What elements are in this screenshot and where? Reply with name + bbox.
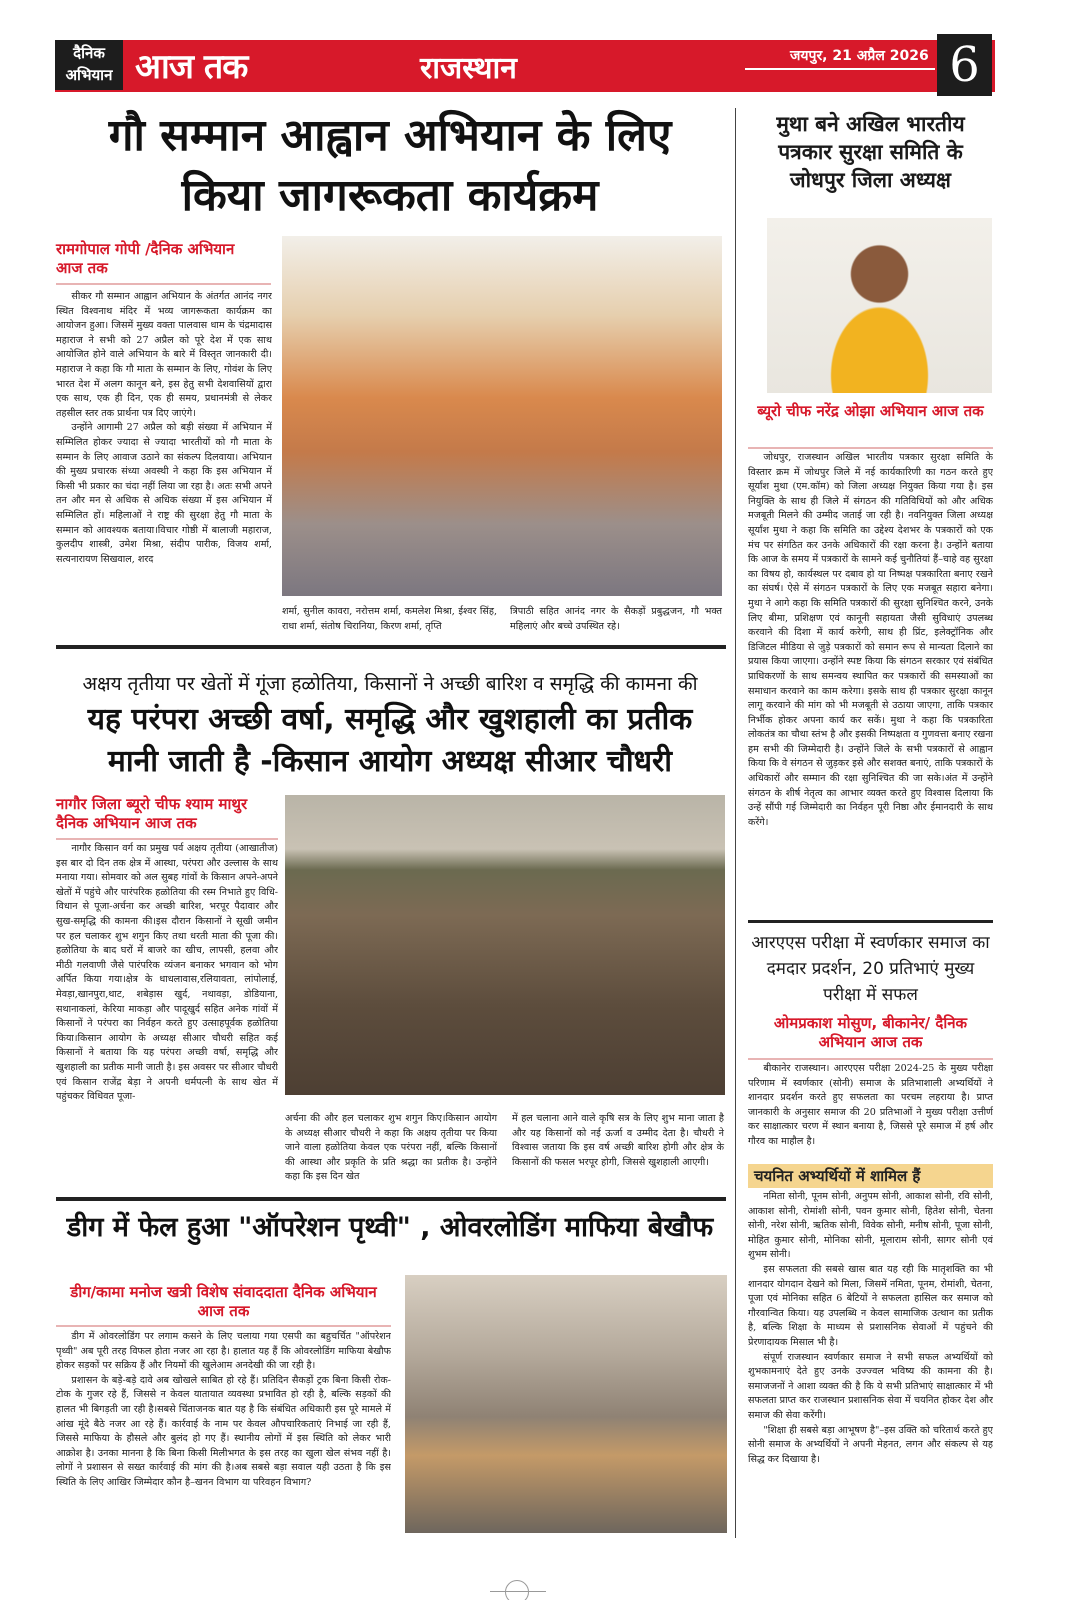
story5-names: नमिता सोनी, पूनम सोनी, अनुपम सोनी, आकाश सोनी, रवि सोनी, आकाश सोनी, रोमांशी सोनी, पवन कुमार सोनी, हितेश सोनी, चेतना सोनी, नरेश सोनी, ऋतिक सोनी, विवेक सोनी, मनीष सोनी, पूजा सोनी, मोहित कुमार सोनी, मोनिका सोनी, मूलाराम सोनी, सागर सोनी एवं शुभम सोनी। bbox=[748, 1191, 993, 1261]
story2-photo bbox=[285, 795, 725, 1095]
story1-cont-col3: त्रिपाठी सहित आनंद नगर के सैकड़ों प्रबुद्धजन, गौ भक्त महिलाएं और बच्चे उपस्थित रहे। bbox=[510, 606, 722, 632]
story1-para2: उन्होंने आगामी 27 अप्रैल को बड़ी संख्या में अभियान में सम्मिलित होकर ज्यादा से ज्यादा भारतीयों को गौ माता के सम्मान के लिए आवाज उठाने का संकल्प दिलवाया। अभियान की मुख्य प्रचारक संध्या अवस्थी ने कहा कि इस अभियान में किसी भी प्रकार का चंदा नहीं लिया जा रहा है। अतः सभी अपने तन और मन से अधिक से अधिक संख्या में इस अभियान में सम्मिलित हों। महिलाओं ने राष्ट्र की सुरक्षा हेतु गौ माता के सम्मान को आवश्यक बताया।विचार गोष्ठी में बालाजी महाराज, कुलदीप शास्त्री, उमेश मिश्रा, संदीप पारीक, विजय शर्मा, सत्यनारायण सिखवाल, शरद bbox=[56, 422, 272, 565]
story1-body bbox=[56, 290, 272, 640]
column-divider bbox=[735, 108, 736, 1538]
section-name: राजस्थान bbox=[420, 51, 517, 86]
story1-byline: रामगोपाल गोपी /दैनिक अभियान आज तक bbox=[56, 240, 235, 277]
story5-para3: संपूर्ण राजस्थान स्वर्णकार समाज ने सभी सफल अभ्यर्थियों को शुभकामनाएं देते हुए उनके उज्ज्वल भविष्य की कामना की है। समाजजनों ने आशा व्यक्त की है कि ये सभी प्रतिभाएं साक्षात्कार में भी सफलता प्राप्त कर राजस्थान प्रशासनिक सेवा में चयनित होकर देश और समाज की सेवा करेंगी। bbox=[748, 1351, 993, 1421]
story3-byline: डीग/कामा मनोज खत्री विशेष संवाददाता दैनिक अभियान आज तक bbox=[70, 1283, 377, 1320]
story3-photo bbox=[405, 1275, 727, 1533]
logo-small: दैनिक अभियान bbox=[55, 40, 123, 90]
logo-main: आज तक bbox=[135, 47, 248, 87]
story2-cont-col3: में हल चलाना आने वाले कृषि सत्र के लिए शुभ माना जाता है और यह किसानों को नई ऊर्जा व उम्मीद देता है। चौधरी ने विश्वास जताया कि इस वर्ष अच्छी बारिश होगी और क्षेत्र के किसानों की फसल भरपूर होगी, जिससे खुशहाली आएगी। bbox=[512, 1113, 724, 1168]
story1-headline-line1: गौ सम्मान आह्वान अभियान के लिए bbox=[108, 110, 672, 161]
byline-rule bbox=[56, 1325, 391, 1327]
story5-para2: इस सफलता की सबसे खास बात यह रही कि मातृशक्ति का भी शानदार योगदान देखने को मिला, जिसमें नमिता, पूनम, रोमांशी, चेतना, पूजा एवं मोनिका सहित 6 बेटियों ने सफलता हासिल कर समाज को गौरवान्वित किया। यह उपलब्धि न केवल सामाजिक उत्थान का प्रतीक है, बल्कि शिक्षा के माध्यम से प्रशासनिक सेवाओं में पहुंचने की प्रेरणादायक मिसाल भी है। bbox=[748, 1263, 993, 1348]
story4-para1: जोधपुर, राजस्थान अखिल भारतीय पत्रकार सुरक्षा समिति के विस्तार क्रम में जोधपुर जिले में नई कार्यकारिणी का गठन करते हुए सूर्यांश मुथा (एम.कॉम) को जिला अध्यक्ष नियुक्त किया गया है। इस नियुक्ति के साथ ही जिले में संगठन की गतिविधियों को और अधिक मजबूती मिलने की उम्मीद जताई जा रही है। नवनियुक्त जिला अध्यक्ष सूर्यांश मुथा ने कहा कि समिति का उद्देश्य देशभर के पत्रकारों को एक मंच पर संगठित कर उनके अधिकारों की रक्षा करना है। उन्होंने बताया कि आज के समय में पत्रकारों के सामने कई चुनौतियां हैं–चाहे वह सुरक्षा का विषय हो, कार्यस्थल पर दबाव हो या निष्पक्ष पत्रकारिता बनाए रखने का संघर्ष। ऐसे में संगठन पत्रकारों के लिए एक मजबूत सहारा बनेगा।मुथा ने आगे कहा कि समिति पत्रकारों की सुरक्षा सुनिश्चित करने, उनके लिए बीमा, प्रशिक्षण एवं कानूनी सहायता जैसी सुविधाएं उपलब्ध करवाने की दिशा में कार्य करेगी, साथ ही प्रिंट, इलेक्ट्रॉनिक और डिजिटल मीडिया से जुड़े पत्रकारों को समान रूप से मान्यता दिलाने का प्रयास किया जाएगा। उन्होंने स्पष्ट किया कि संगठन सरकार एवं संबंधित प्राधिकरणों के साथ समन्वय स्थापित कर पत्रकारों की समस्याओं का समाधान करवाने का काम करेगा। इसके साथ ही पत्रकार सुरक्षा कानून लागू करवाने की मांग को भी मजबूती से उठाया जाएगा, ताकि पत्रकार निर्भीक होकर अपना कार्य कर सकें। मुथा ने कहा कि पत्रकारिता लोकतंत्र का चौथा स्तंभ है और इसकी निष्पक्षता व गुणवत्ता बनाए रखना हम सभी की जिम्मेदारी है। उन्होंने जिले के सभी पत्रकारों से आह्वान किया कि वे संगठन से जुड़कर इसे और सशक्त बनाएं, ताकि पत्रकारों के अधिकारों और सम्मान की रक्षा सुनिश्चित की जा सके।अंत में उन्होंने संगठन के शीर्ष नेतृत्व का आभार व्यक्त करते हुए विश्वास दिलाया कि उन्हें सौंपी गई जिम्मेदारी का निर्वहन पूरी निष्ठा और ईमानदारी के साथ करेंगे। bbox=[748, 452, 993, 828]
byline-rule bbox=[56, 838, 278, 840]
story5-body bbox=[748, 1190, 993, 1530]
story4-byline: ब्यूरो चीफ नरेंद्र ओझा अभियान आज तक bbox=[757, 402, 984, 420]
byline-rule bbox=[748, 447, 993, 449]
story5-para4: "शिक्षा ही सबसे बड़ा आभूषण है"–इस उक्ति को चरितार्थ करते हुए सोनी समाज के अभ्यर्थियों ने अपनी मेहनत, लगन और संकल्प से यह सिद्ध कर दिखाया है। bbox=[748, 1424, 993, 1465]
story2-cont-col2: अर्चना की और हल चलाकर शुभ शगुन किए।किसान आयोग के अध्यक्ष सीआर चौधरी ने कहा कि अक्षय तृतीया पर किया जाने वाला हळोतिया केवल एक परंपरा नहीं, बल्कि किसानों की आस्था और प्रकृति के प्रति श्रद्धा का प्रतीक है। उन्होंने कहा कि इस दिन खेत bbox=[285, 1113, 497, 1183]
story5-subhead: चयनित अभ्यर्थियों में शामिल हैं bbox=[748, 1164, 993, 1188]
story3-body bbox=[56, 1330, 391, 1530]
section-divider bbox=[56, 1197, 726, 1201]
section-divider bbox=[56, 645, 726, 649]
story1-cont-col2: शर्मा, सुनील कावरा, नरोत्तम शर्मा, कमलेश मिश्रा, ईश्वर सिंह, राधा शर्मा, संतोष चिरानिया, किरण शर्मा, तृप्ति bbox=[282, 606, 497, 632]
story4-body bbox=[748, 451, 993, 916]
story2-headline-line1: यह परंपरा अच्छी वर्षा, समृद्धि और खुशहाली का प्रतीक bbox=[87, 702, 693, 737]
byline-rule bbox=[748, 1058, 993, 1060]
story1-para1: सीकर गौ सम्मान आह्वान अभियान के अंतर्गत आनंद नगर स्थित विश्वनाथ मंदिर में भव्य जागरूकता कार्यक्रम का आयोजन हुआ। जिसमें मुख्य वक्ता पालवास धाम के चंद्रमादास महाराज ने सभी को 27 अप्रैल को पूरे देश में एक साथ आयोजित होने वाले अभियान के बारे में विस्तृत जानकारी दी। महाराज ने कहा कि गौ माता के सम्मान के लिए, गोवंश के लिए भारत देश में अलग कानून बने, इस हेतु सभी देशवासियों द्वारा एक साथ, एक ही दिन, एक ही समय, प्रधानमंत्री से लेकर तहसील स्तर तक प्रार्थना पत्र दिए जाएंगे। bbox=[56, 291, 272, 419]
registration-mark-line bbox=[490, 1591, 546, 1592]
date-rule bbox=[745, 68, 935, 70]
story2-body bbox=[56, 842, 278, 1192]
story2-kicker: अक्षय तृतीया पर खेतों में गूंजा हळोतिया, किसानों ने अच्छी बारिश व समृद्धि की कामना की bbox=[82, 673, 698, 695]
story5-para1 bbox=[748, 1062, 993, 1150]
section-divider bbox=[748, 920, 993, 923]
story1-headline-line2: किया जागरूकता कार्यक्रम bbox=[181, 170, 599, 221]
page-number: 6 bbox=[937, 34, 992, 96]
story5-headline: आरएएस परीक्षा में स्वर्णकार समाज का दमदार प्रदर्शन, 20 प्रतिभाएं मुख्य परीक्षा में सफल bbox=[751, 933, 990, 1005]
story2-para1: नागौर किसान वर्ग का प्रमुख पर्व अक्षय तृतीया (आखातीज) इस बार दो दिन तक क्षेत्र में आस्था, परंपरा और उल्लास के साथ मनाया गया। सोमवार को अल सुबह गांवों के किसान अपने-अपने खेतों में पहुंचे और पारंपरिक हळोतिया की रस्म निभाते हुए विधि-विधान से पूजा-अर्चना कर अच्छी बारिश, भरपूर पैदावार और सुख-समृद्धि की कामना की।इस दौरान किसानों ने सूखी जमीन पर हल चलाकर शुभ शगुन किए तथा धरती माता की पूजा की। हळोतिया के बाद घरों में बाजरे का खीच, लापसी, हलवा और मीठी गलवाणी जैसे पारंपरिक व्यंजन बनाकर भगवान को भोग अर्पित किया गया।क्षेत्र के धाधलावास,रलियावता, लांपोलाई, मेवड़ा,खानपुरा,थाट, शबेड़ास खुर्द, नथावड़ा, डोडियाना, सथानाकलां, केरिया माकड़ा और पादूखुर्द सहित अनेक गांवों में किसानों ने परंपरा का निर्वहन करते हुए उत्साहपूर्वक हळोतिया किया।किसान आयोग के अध्यक्ष सीआर चौधरी सहित कई किसानों ने बताया कि यह परंपरा अच्छी वर्षा, समृद्धि और खुशहाली का प्रतीक मानी जाती है। इस अवसर पर सीआर चौधरी एवं किसान राजेंद्र बेड़ा ने अपनी धर्मपत्नी के साथ खेत में पहुंचकर विधिवत पूजा- bbox=[56, 843, 278, 1103]
story4-headline: मुथा बने अखिल भारतीय पत्रकार सुरक्षा समिति के जोधपुर जिला अध्यक्ष bbox=[776, 112, 965, 192]
story3-headline: डीग में फेल हुआ "ऑपरेशन पृथ्वी" , ओवरलोडिंग माफिया बेखौफ bbox=[66, 1212, 714, 1243]
byline-rule bbox=[56, 283, 271, 285]
story2-byline: नागौर जिला ब्यूरो चीफ श्याम माथुर दैनिक अभियान आज तक bbox=[56, 795, 248, 832]
story3-para1: डीग में ओवरलोडिंग पर लगाम कसने के लिए चलाया गया एसपी का बहुचर्चित "ऑपरेशन पृथ्वी" अब पूरी तरह विफल होता नजर आ रहा है। हालात यह हैं कि ओवरलोडिंग माफिया बेखौफ होकर सड़कों पर सक्रिय हैं और नियमों की खुलेआम अनदेखी की जा रही है। bbox=[56, 1331, 391, 1372]
registration-mark bbox=[505, 1580, 529, 1600]
story2-headline-line2: मानी जाती है -किसान आयोग अध्यक्ष सीआर चौधरी bbox=[107, 744, 673, 779]
story4-photo bbox=[767, 218, 992, 393]
story5-byline: ओमप्रकाश मोसुण, बीकानेर/ दैनिक अभियान आज तक bbox=[773, 1014, 968, 1051]
story3-para2: प्रशासन के बड़े-बड़े दावे अब खोखले साबित हो रहे हैं। प्रतिदिन सैकड़ों ट्रक बिना किसी रोक-टोक के गुजर रहे हैं, जिससे न केवल यातायात व्यवस्था प्रभावित हो रही है, बल्कि सड़कों की हालत भी बिगड़ती जा रही है।सबसे चिंताजनक बात यह है कि संबंधित अधिकारी इस पूरे मामले में आंख मूंदे बैठे नजर आ रहे हैं। कार्रवाई के नाम पर केवल औपचारिकताएं निभाई जा रही हैं, जिससे माफिया के हौसले और बुलंद हो गए हैं। स्थानीय लोगों में इस स्थिति को लेकर भारी आक्रोश है। उनका मानना है कि बिना किसी मिलीभगत के इस तरह का खुला खेल संभव नहीं है। लोगों ने प्रशासन से सख्त कार्रवाई की मांग की है।अब सबसे बड़ा सवाल यही उठता है कि इस स्थिति के लिए आखिर जिम्मेदार कौन है–खनन विभाग या परिवहन विभाग? bbox=[56, 1374, 391, 1488]
story1-photo bbox=[282, 236, 722, 596]
story5-para1-text: बीकानेर राजस्थान। आरएएस परीक्षा 2024-25 के मुख्य परीक्षा परिणाम में स्वर्णकार (सोनी) समाज के प्रतिभाशाली अभ्यर्थियों ने शानदार प्रदर्शन करते हुए सफलता का परचम लहराया है। प्राप्त जानकारी के अनुसार समाज की 20 प्रतिभाओं ने मुख्य परीक्षा उत्तीर्ण कर साक्षात्कार चरण में स्थान बनाया है, जिससे पूरे समाज में हर्ष और गौरव का माहौल है। bbox=[748, 1063, 993, 1147]
dateline: जयपुर, 21 अप्रैल 2026 bbox=[790, 48, 929, 64]
